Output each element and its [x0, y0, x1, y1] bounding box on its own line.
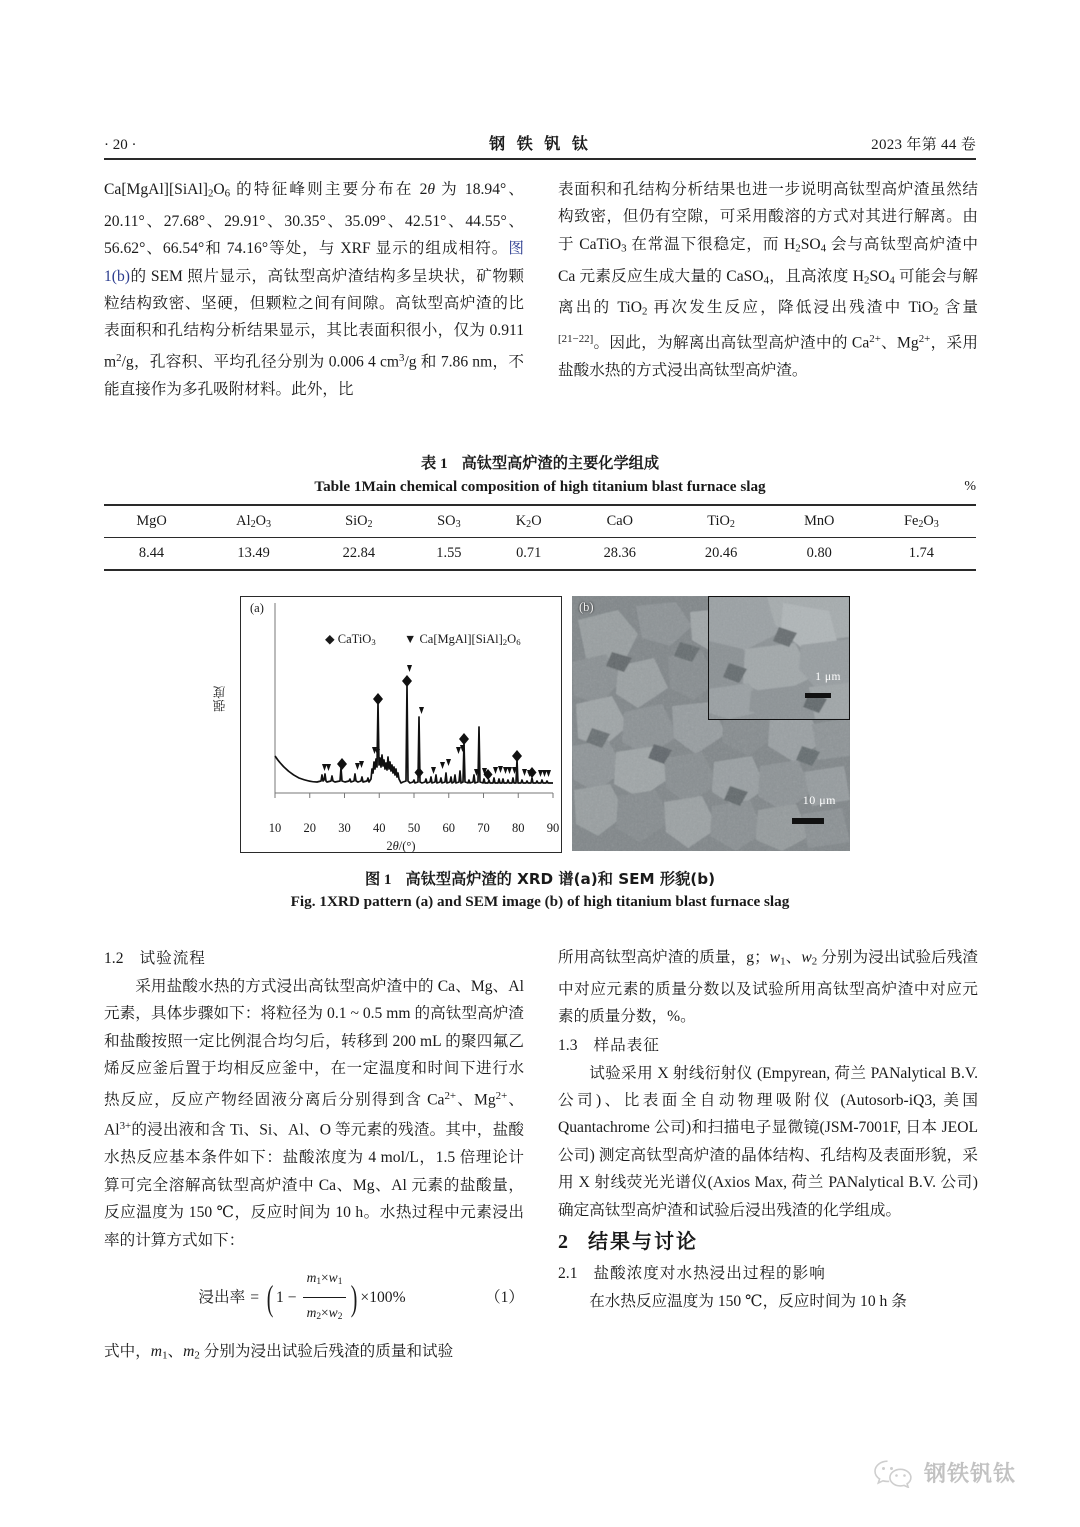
- page-folio: · 20 ·: [104, 137, 137, 153]
- formula-text: O: [213, 181, 225, 198]
- body-text: 式中，: [104, 1342, 151, 1360]
- body-text: 所用高钛型高炉渣的质量，g；: [558, 949, 770, 966]
- table-number-cn: 表 1: [420, 455, 448, 472]
- body-text: 分别为浸出试验后残渣中对应元素的质量分数以及试验所用高钛型高炉渣中对应元素的质量分数，%。: [558, 949, 978, 1026]
- paragraph-equation-legend-cont: 所用高钛型高炉渣的质量，g；$w_1$、$w_2$ 分别为浸出试验后残渣中对应元素的质量分数以及试验所用高钛型高炉渣中对应元素的质量分数，%。: [558, 949, 978, 1026]
- table-title-en: Main chemical composition of high titanium blast furnace slag: [361, 478, 766, 495]
- wechat-watermark: [872, 1457, 1016, 1488]
- subscript: 3: [621, 242, 627, 255]
- figure-title-en: XRD pattern (a) and SEM image (b) of high titanium blast furnace slag: [326, 893, 790, 910]
- cell-al2o3: 13.49: [199, 538, 308, 571]
- body-text: 分别为浸出试验后残渣的质量和试验: [199, 1342, 454, 1360]
- section-number: 1.2: [104, 950, 124, 967]
- body-text: SO: [869, 267, 890, 285]
- section-heading-2: [558, 1224, 978, 1259]
- body-text: 。因此，为解离出高钛型高炉渣中的 Ca: [593, 334, 870, 352]
- x-tick-40: 40: [373, 821, 386, 835]
- table-header-row: [104, 505, 976, 538]
- body-text: 含量: [938, 299, 978, 317]
- x-tick-20: 20: [303, 821, 316, 835]
- formula-text: Ca[MgAl][SiAl]: [104, 181, 208, 198]
- sem-inset-scalebar-label: 1 μm: [815, 671, 841, 683]
- equation-1-body: [104, 1264, 478, 1332]
- variable-m1: m: [150, 1342, 163, 1360]
- subscript: 6: [224, 187, 231, 200]
- superscript: 2+: [918, 333, 931, 346]
- right-paren: ): [351, 1277, 358, 1318]
- col-header-mno: MnO: [772, 505, 867, 538]
- body-text: 的特征峰则主要分布在 2: [230, 181, 428, 198]
- subscript: 2: [207, 187, 214, 200]
- body-text: /g，孔容积、平均孔径分别为 0.006 4 cm: [121, 353, 400, 371]
- x-tick-90: 90: [546, 821, 560, 835]
- section-number: 2: [558, 1231, 568, 1254]
- col-header-so3: $SO_3$: [410, 505, 489, 538]
- fraction: [303, 1264, 347, 1332]
- cell-mgo: 8.44: [104, 538, 199, 571]
- fraction-denominator: $m_2\times w_2$: [303, 1297, 347, 1331]
- volume-info: 2023 年第 44 卷: [871, 137, 976, 153]
- body-text: 在常温下很稳定，而 H: [626, 235, 796, 253]
- body-text: 为 18.94°、20.11°、27.68°、29.91°、30.35°、35.09°、42.51°、44.55°、56.62°、66.54°和 74.16°等处，与 XRF 显示的组成相符。: [104, 181, 524, 258]
- col-header-tio2: TiO$_2$: [670, 505, 771, 538]
- legend-label-catio3: CaTiO$_3$: [337, 632, 376, 647]
- subscript: 2: [863, 274, 870, 286]
- cell-mno: 0.80: [772, 538, 867, 571]
- col-header-cao: CaO: [569, 505, 670, 538]
- subscript: 4: [889, 274, 895, 286]
- subscript: 2: [933, 305, 939, 318]
- sem-main-scalebar: [792, 818, 824, 824]
- composition-table: [104, 504, 976, 571]
- sem-inset-scalebar: [805, 693, 831, 698]
- figure-title-cn: 高钛型高炉渣的 XRD 谱(a)和 SEM 形貌(b): [405, 870, 716, 888]
- subscript: 2: [795, 242, 801, 255]
- x-tick-50: 50: [407, 821, 421, 835]
- cell-sio2: 22.84: [308, 538, 409, 571]
- superscript: 2+: [869, 333, 881, 346]
- equation-number: （1）: [485, 1289, 524, 1307]
- xrd-x-axis-label: 2θ/(°): [386, 839, 416, 853]
- paragraph-xrd-peaks: [104, 176, 524, 403]
- table-unit: %: [964, 479, 976, 494]
- theta-symbol: θ: [427, 181, 436, 198]
- subscript: 4: [820, 242, 827, 255]
- body-text: 可能会与解离出的 TiO: [558, 267, 978, 317]
- section-heading-1-3: [558, 1031, 978, 1060]
- journal-title: 钢 铁 钒 钛: [489, 134, 591, 153]
- equals-sign: =: [250, 1289, 259, 1307]
- variable-w1: w: [769, 949, 781, 966]
- paragraph-sample-characterization: 试验采用 X 射线衍射仪 (Empyrean, 荷兰 PANalytical B.V.公司)、比表面全自动物理吸附仪 (Autosorb-iQ3, 美国 Quantachrome 公司)和扫描电子显微镜(JSM-7001F, 日本 JEOL 公司) 测定高钛型高炉渣的晶体结构、孔结构及表面形貌，采用 X 射线荧光光谱仪(Axios Max, 荷兰 PANalytical B.V. 公司)确定高钛型高炉渣和试验后浸出残渣的化学组成。: [558, 1064, 978, 1219]
- table-caption-en: [104, 476, 976, 498]
- cell-tio2: 20.46: [670, 538, 771, 571]
- table-number-en: Table 1: [314, 478, 362, 495]
- superscript: 2+: [444, 1089, 457, 1102]
- sem-main-scalebar-label: 10 μm: [802, 793, 836, 807]
- sem-inset-zoom: [708, 596, 850, 720]
- x-tick-80: 80: [512, 821, 525, 835]
- minus-sign: −: [287, 1289, 297, 1307]
- figure-caption-cn: [104, 868, 976, 891]
- cell-cao: 28.36: [569, 538, 670, 571]
- figure-panel-b-sem: [572, 596, 850, 851]
- cell-k2o: 0.71: [488, 538, 569, 571]
- body-text: 的浸出液和含 Ti、Si、Al、O 等元素的残渣。其中，盐酸水热反应基本条件如下：盐酸浓度为 4 mol/L，1.5 倍理论计算可完全溶解高钛型高炉渣中 Ca、Mg、Al 元素的盐酸量，反应温度为 150 ℃，反应时间为 10 h。水热过程中元素浸出率的计算方式如下：: [104, 1121, 524, 1249]
- left-paren: (: [266, 1277, 274, 1318]
- section-number: 2.1: [558, 1265, 578, 1283]
- body-text: 、Mg: [880, 334, 919, 352]
- x-tick-10: 10: [268, 821, 282, 835]
- legend-label-camgalsialo6: $Ca[MgAl][SiAl]_2O_6$: [419, 632, 521, 647]
- body-text: 、Al: [104, 1091, 524, 1139]
- figure-cross-reference[interactable]: 图 1(b): [104, 240, 524, 285]
- equation-lhs: 浸出率: [198, 1289, 246, 1307]
- section-heading-1-2: [104, 944, 524, 973]
- table-1-block: [104, 452, 976, 571]
- equation-tail: ×100%: [360, 1289, 406, 1307]
- section-number: 1.3: [558, 1036, 578, 1054]
- x-tick-30: 30: [338, 821, 351, 835]
- col-header-sio2: SiO$_2$: [308, 505, 409, 538]
- col-header-mgo: MgO: [104, 505, 199, 538]
- legend-marker-diamond: ◆: [325, 632, 335, 646]
- xrd-plot-svg: [241, 597, 561, 821]
- xrd-x-tick-labels: [241, 821, 561, 839]
- cell-fe2o3: 1.74: [867, 538, 976, 571]
- section-title: 样品表征: [593, 1035, 660, 1054]
- body-text: 、: [167, 1342, 184, 1360]
- section-title: 结果与讨论: [588, 1229, 698, 1254]
- body-text: ，且高浓度 H: [769, 267, 864, 285]
- cell-so3: 1.55: [410, 538, 489, 571]
- xrd-y-axis-label: 强度: [212, 685, 227, 712]
- panel-b-tag: (b): [579, 600, 594, 614]
- numeral-one: 1: [275, 1289, 284, 1307]
- figure-number-en: Fig. 1: [290, 893, 327, 910]
- figure-panels: [104, 596, 976, 858]
- body-text: 采用盐酸水热的方式浸出高钛型高炉渣中的 Ca、Mg、Al 元素，具体步骤如下：将粒径为 0.1 ~ 0.5 mm 的高钛型高炉渣和盐酸按照一定比例混合均匀后，转移到 200 mL 的聚四氟乙烯反应釜后置于均相反应釜中，在一定温度和时间下进行水热反应，反应产物经固液分离后分别得到含 Ca: [104, 978, 524, 1109]
- subscript: 2: [642, 305, 648, 318]
- section-title: 盐酸浓度对水热浸出过程的影响: [593, 1264, 826, 1283]
- table-row: [104, 538, 976, 571]
- body-text: SO: [800, 235, 821, 253]
- x-tick-70: 70: [477, 821, 490, 835]
- running-head: [104, 128, 976, 154]
- section-heading-2-1: [558, 1259, 978, 1288]
- paragraph-equation-legend: 式中，$m_1$、$m_2$ 分别为浸出试验后残渣的质量和试验: [104, 1342, 454, 1362]
- wechat-icon: [872, 1458, 914, 1488]
- body-text: 的 SEM 照片显示，高钛型高炉渣结构多呈块状，矿物颗粒结构致密、坚硬，但颗粒之间有间隙。高钛型高炉渣的比表面积和孔结构分析结果显示，其比表面积很小，仅为 0.911 m: [104, 267, 524, 371]
- superscript: 2+: [495, 1089, 508, 1102]
- fraction-numerator: $m_1\times w_1$: [306, 1269, 343, 1288]
- col-header-al2o3: $Al_2O_3$: [199, 505, 308, 538]
- body-text: 再次发生反应，降低浸出残渣中 TiO: [647, 299, 934, 317]
- paragraph-hcl-concentration: 在水热反应温度为 150 ℃，反应时间为 10 h 条: [589, 1293, 907, 1311]
- legend-marker-triangle-down: ▼: [403, 632, 417, 646]
- body-text: ，采用盐酸水热的方式浸出高钛型高炉渣。: [558, 334, 978, 380]
- right-column-bottom: [558, 944, 978, 1315]
- equation-1-row: [104, 1264, 524, 1332]
- right-column-top: [558, 176, 978, 384]
- superscript: 2: [116, 351, 122, 364]
- body-text: 表面积和孔结构分析结果也进一步说明高钛型高炉渣虽然结构致密，但仍有空隙，可采用酸溶的方式对其进行解离。由于 CaTiO: [558, 181, 978, 253]
- superscript: 3+: [119, 1120, 132, 1133]
- col-header-fe2o3: $Fe_2O_3$: [867, 505, 976, 538]
- figure-caption-en: [104, 891, 976, 913]
- figure-number-cn: 图 1: [364, 871, 392, 888]
- table-caption-cn: [104, 452, 976, 475]
- body-text: /g 和 7.86 nm，不能直接作为多孔吸附材料。此外，比: [104, 353, 524, 398]
- body-text: 、Mg: [456, 1091, 496, 1109]
- subscript: 4: [763, 274, 770, 286]
- left-column-bottom: [104, 944, 524, 1370]
- citation-reference[interactable]: [21−22]: [558, 333, 594, 346]
- table-title-cn: 高钛型高炉渣的主要化学组成: [461, 454, 659, 472]
- header-rule: [104, 158, 976, 160]
- figure-1-block: [104, 596, 976, 913]
- section-title: 试验流程: [139, 949, 206, 967]
- figure-panel-a-xrd: [212, 596, 562, 853]
- body-text: 会与高钛型高炉渣中 Ca 元素反应生成大量的 CaSO: [558, 235, 978, 285]
- variable-w2: w: [801, 949, 812, 966]
- watermark-text: 钢铁钒钛: [924, 1462, 1017, 1487]
- paragraph-experimental-process: [104, 973, 524, 1254]
- body-text: 、: [785, 949, 802, 966]
- panel-a-tag: (a): [250, 601, 264, 615]
- sem-inset-micrograph: [709, 597, 849, 719]
- superscript: 3: [399, 351, 405, 364]
- left-column-top: [104, 176, 524, 403]
- variable-m2: m: [183, 1342, 195, 1360]
- col-header-k2o: $K_2O$: [488, 505, 569, 538]
- x-tick-60: 60: [442, 821, 455, 835]
- paragraph-surface-analysis: [558, 176, 978, 384]
